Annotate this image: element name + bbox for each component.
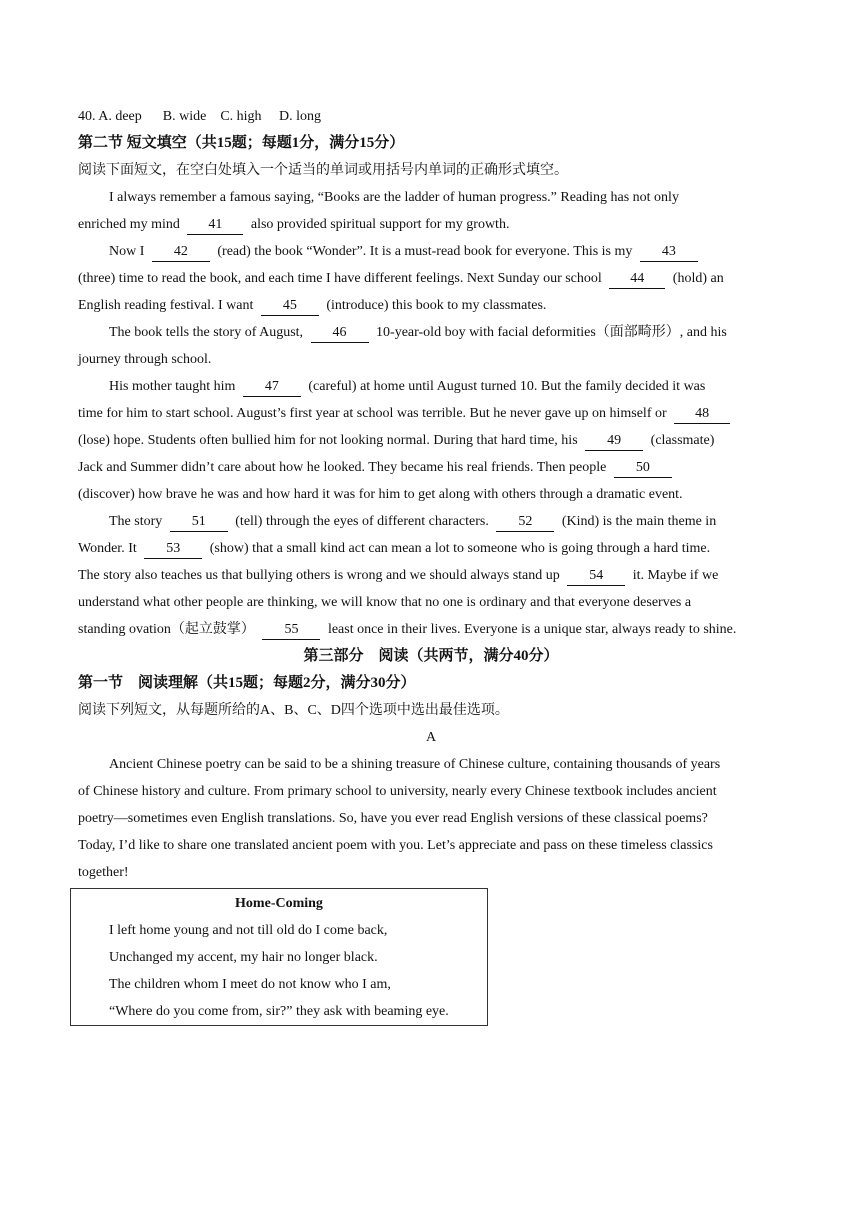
passage-line — [78, 373, 784, 400]
poem-title: Home-Coming — [235, 896, 323, 911]
blank-42: 42 — [152, 243, 210, 262]
blank-55: 55 — [262, 621, 320, 640]
passage-line — [78, 265, 784, 292]
passage-a-line: Today, I’d like to share one translated ancient poem with you. Let’s appreciate and pass on these timeless classics — [78, 838, 713, 853]
passage-line — [78, 400, 784, 427]
poem-line: Unchanged my accent, my hair no longer black. — [109, 950, 378, 965]
passage-text: 10-year-old boy with facial deformities（面部畸形）, and his — [376, 325, 727, 340]
passage-a-line: of Chinese history and culture. From primary school to university, nearly every Chinese textbook includes ancient — [78, 784, 717, 799]
blank-49: 49 — [585, 432, 643, 451]
passage-text: enriched my mind — [78, 217, 180, 232]
section2-instruction: 阅读下面短文，在空白处填入一个适当的单词或用括号内单词的正确形式填空。 — [78, 163, 568, 178]
section2-title: 第二节 短文填空（共15题；每题1分，满分15分） — [78, 135, 405, 151]
section1-title: 第一节 阅读理解（共15题；每题2分，满分30分） — [78, 675, 416, 691]
poem-line: The children whom I meet do not know who I am, — [109, 977, 391, 992]
passage-text: (read) the book “Wonder”. It is a must-read book for everyone. This is my — [217, 244, 633, 259]
passage-text: standing ovation（起立鼓掌） — [78, 622, 255, 637]
blank-41: 41 — [187, 216, 243, 235]
passage-line — [78, 454, 784, 481]
blank-43: 43 — [640, 243, 698, 262]
passage-a-label: A — [425, 730, 437, 745]
blank-45: 45 — [261, 297, 319, 316]
passage-a-line: together! — [78, 865, 129, 880]
passage-line: I always remember a famous saying, “Books are the ladder of human progress.” Reading has not only — [109, 190, 679, 205]
poem-line: I left home young and not till old do I come back, — [109, 923, 388, 938]
passage-text: least once in their lives. Everyone is a unique star, always ready to shine. — [327, 622, 737, 637]
blank-44: 44 — [609, 270, 665, 289]
passage-line — [78, 562, 784, 589]
blank-46: 46 — [311, 324, 369, 343]
passage-text: (three) time to read the book, and each time I have different feelings. Next Sunday our school — [78, 271, 602, 286]
question-40-options: 40. A. deep B. wide C. high D. long — [78, 109, 322, 124]
passage-text: His mother taught him — [109, 379, 236, 394]
passage-text: English reading festival. I want — [78, 298, 254, 313]
passage-line — [78, 211, 784, 238]
passage-line — [78, 535, 784, 562]
passage-text: Wonder. It — [78, 541, 137, 556]
blank-53: 53 — [144, 540, 202, 559]
passage-line — [78, 238, 784, 265]
part3-title: 第三部分 阅读（共两节，满分40分） — [303, 648, 559, 664]
passage-line: journey through school. — [78, 352, 212, 367]
blank-52: 52 — [496, 513, 554, 532]
passage-line — [78, 292, 784, 319]
exam-page — [78, 103, 784, 886]
passage-text: (careful) at home until August turned 10. But the family decided it was — [308, 379, 706, 394]
passage-text: The book tells the story of August, — [109, 325, 304, 340]
blank-51: 51 — [170, 513, 228, 532]
blank-54: 54 — [567, 567, 625, 586]
poem-line: “Where do you come from, sir?” they ask with beaming eye. — [109, 1004, 449, 1019]
passage-text: it. Maybe if we — [632, 568, 719, 583]
passage-text: (Kind) is the main theme in — [561, 514, 717, 529]
passage-line — [78, 319, 784, 346]
passage-line — [78, 427, 784, 454]
passage-text: (hold) an — [672, 271, 724, 286]
blank-47: 47 — [243, 378, 301, 397]
blank-48: 48 — [674, 405, 730, 424]
blank-50: 50 — [614, 459, 672, 478]
passage-text: (introduce) this book to my classmates. — [326, 298, 547, 313]
passage-text: The story also teaches us that bullying others is wrong and we should always stand up — [78, 568, 560, 583]
passage-text: time for him to start school. August’s first year at school was terrible. But he never gave up on himself or — [78, 406, 667, 421]
passage-a-line: poetry—sometimes even English translations. So, have you ever read English versions of these classical poems? — [78, 811, 708, 826]
passage-line — [78, 508, 784, 535]
poem-box — [70, 888, 488, 1026]
passage-a-line: Ancient Chinese poetry can be said to be a shining treasure of Chinese culture, containing thousands of years — [109, 757, 721, 772]
passage-text: The story — [109, 514, 163, 529]
passage-text: also provided spiritual support for my growth. — [250, 217, 510, 232]
passage-text: (lose) hope. Students often bullied him for not looking normal. During that hard time, his — [78, 433, 578, 448]
passage-text: Jack and Summer didn’t care about how he looked. They became his real friends. Then people — [78, 460, 607, 475]
passage-text: Now I — [109, 244, 145, 259]
passage-text: (tell) through the eyes of different characters. — [235, 514, 489, 529]
passage-text: (show) that a small kind act can mean a lot to someone who is going through a hard time. — [209, 541, 711, 556]
passage-text: (classmate) — [650, 433, 715, 448]
passage-line: understand what other people are thinking, we will know that no one is ordinary and that everyone deserves a — [78, 595, 692, 610]
passage-line — [78, 616, 784, 643]
section1-instruction: 阅读下列短文，从每题所给的A、B、C、D四个选项中选出最佳选项。 — [78, 703, 509, 718]
passage-line: (discover) how brave he was and how hard it was for him to get along with others through a dramatic event. — [78, 487, 683, 502]
